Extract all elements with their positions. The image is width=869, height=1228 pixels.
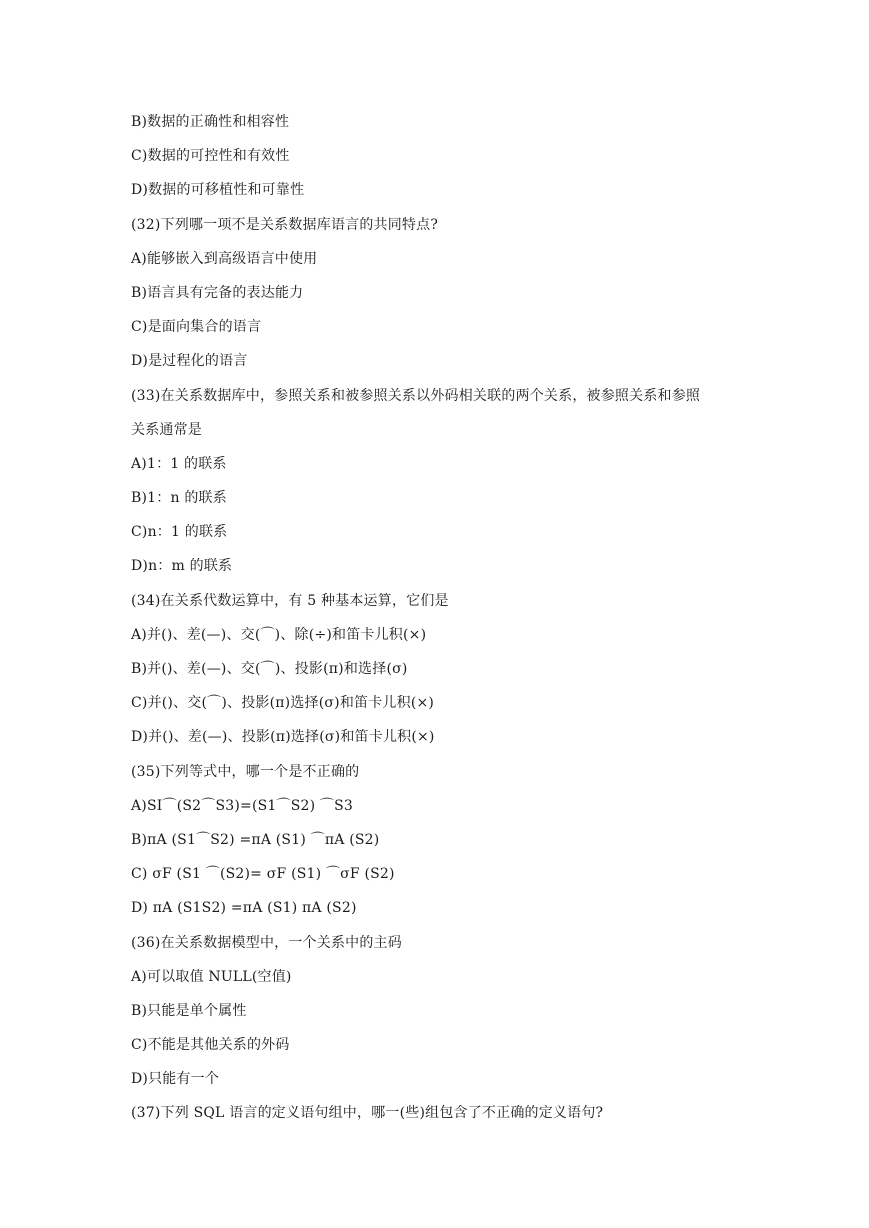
- option-line: C) σF (S1 ⌒(S2)= σF (S1) ⌒σF (S2): [131, 866, 395, 883]
- question-line: (37)下列 SQL 语言的定义语句组中，哪一(些)组包含了不正确的定义语句?: [131, 1105, 604, 1122]
- option-line: D)n：m 的联系: [131, 558, 233, 575]
- option-line: C)不能是其他关系的外码: [131, 1037, 290, 1054]
- option-line: D) πA (S1S2) =πA (S1) πA (S2): [131, 900, 357, 917]
- option-line: D)数据的可移植性和可靠性: [131, 182, 305, 199]
- option-line: A)可以取值 NULL(空值): [131, 968, 292, 985]
- option-line: B)πA (S1⌒S2) =πA (S1) ⌒πA (S2): [131, 831, 380, 848]
- option-line: B)语言具有完备的表达能力: [131, 284, 304, 301]
- option-line: B)1：n 的联系: [131, 490, 227, 507]
- question-line: (33)在关系数据库中，参照关系和被参照关系以外码相关联的两个关系，被参照关系和参照: [131, 387, 701, 404]
- question-line: (35)下列等式中，哪一个是不正确的: [131, 763, 360, 780]
- option-line: A)并()、差(—)、交(⌒)、除(÷)和笛卡儿积(×): [131, 626, 427, 643]
- option-line: C)n：1 的联系: [131, 524, 228, 541]
- option-line: A)SI⌒(S2⌒S3)=(S1⌒S2) ⌒S3: [131, 797, 354, 814]
- option-line: A)能够嵌入到高级语言中使用: [131, 250, 318, 267]
- option-line: D)是过程化的语言: [131, 353, 248, 370]
- option-line: D)只能有一个: [131, 1071, 220, 1088]
- option-line: B)只能是单个属性: [131, 1002, 247, 1019]
- option-line: A)1：1 的联系: [131, 455, 227, 472]
- option-line: D)并()、差(—)、投影(π)选择(σ)和笛卡儿积(×): [131, 729, 435, 746]
- question-line: (32)下列哪一项不是关系数据库语言的共同特点?: [131, 216, 439, 233]
- option-line: B)并()、差(—)、交(⌒)、投影(π)和选择(σ): [131, 661, 408, 677]
- option-line: C)数据的可控性和有效性: [131, 148, 290, 165]
- option-line: C)是面向集合的语言: [131, 319, 262, 336]
- question-line: (36)在关系数据模型中，一个关系中的主码: [131, 934, 402, 951]
- question-line-continued: 关系通常是: [131, 421, 202, 438]
- option-line: C)并()、交(⌒)、投影(π)选择(σ)和笛卡儿积(×): [131, 695, 435, 712]
- document-body: [131, 110, 771, 1136]
- question-line: (34)在关系代数运算中，有 5 种基本运算，它们是: [131, 592, 449, 609]
- option-line: B)数据的正确性和相容性: [131, 114, 290, 130]
